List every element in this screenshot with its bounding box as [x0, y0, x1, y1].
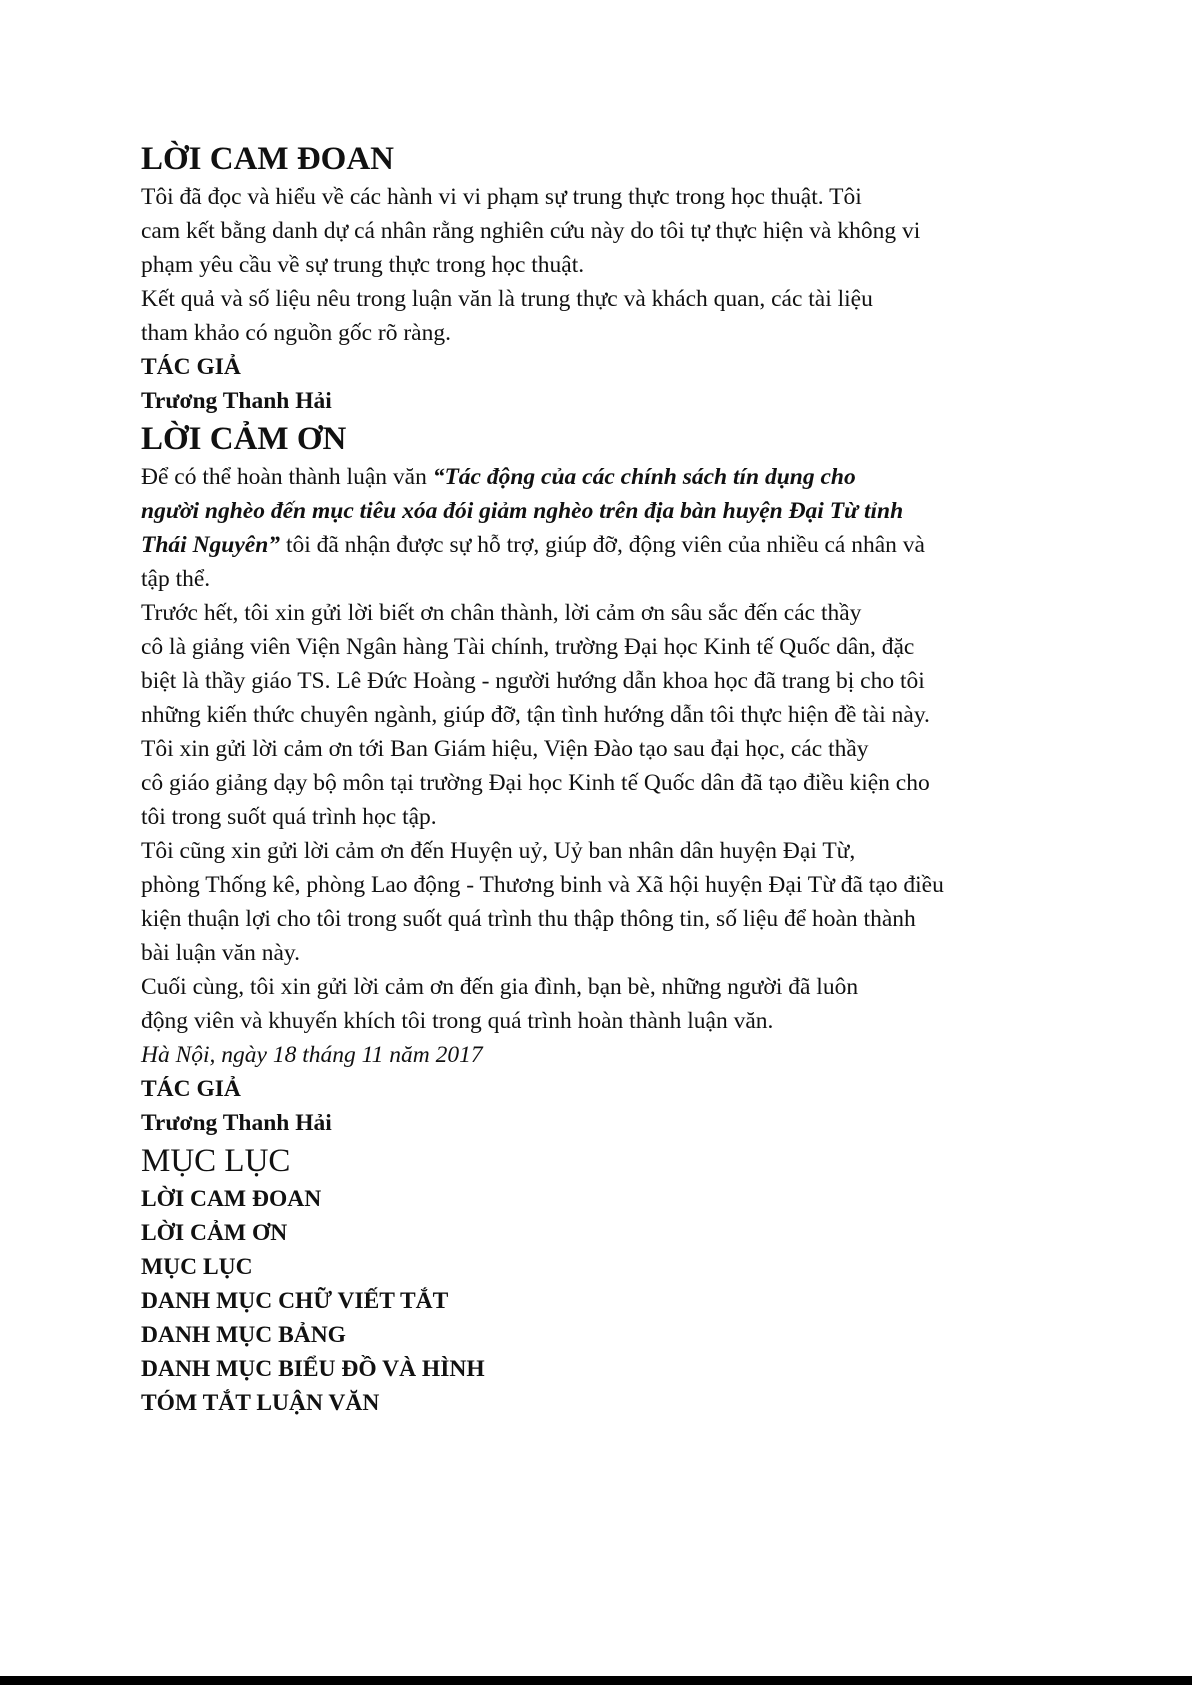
acknowledgement-line: động viên và khuyến khích tôi trong quá trình hoàn thành luận văn. [141, 1008, 774, 1034]
acknowledgement-line: cô giáo giảng dạy bộ môn tại trường Đại học Kinh tế Quốc dân đã tạo điều kiện cho [141, 770, 930, 796]
intro-plain-text: tôi đã nhận được sự hỗ trợ, giúp đỡ, động viên của nhiều cá nhân và [280, 532, 925, 558]
acknowledgement-line: tôi trong suốt quá trình học tập. [141, 804, 437, 830]
acknowledgement-line: Cuối cùng, tôi xin gửi lời cảm ơn đến gia đình, bạn bè, những người đã luôn [141, 974, 859, 1000]
toc-item: LỜI CẢM ƠN [141, 1220, 288, 1246]
acknowledgement-line: Trước hết, tôi xin gửi lời biết ơn chân thành, lời cảm ơn sâu sắc đến các thầy [141, 600, 862, 626]
toc-item: MỤC LỤC [141, 1254, 253, 1280]
thesis-title-text: người nghèo đến mục tiêu xóa đói giảm nghèo trên địa bàn huyện Đại Từ tỉnh [141, 498, 904, 524]
acknowledgement-line: biệt là thầy giáo TS. Lê Đức Hoàng - người hướng dẫn khoa học đã trang bị cho tôi [141, 668, 925, 694]
acknowledgement-heading: LỜI CẢM ƠN [141, 421, 347, 457]
declaration-line: phạm yêu cầu về sự trung thực trong học thuật. [141, 252, 585, 278]
acknowledgement-line: bài luận văn này. [141, 940, 301, 966]
acknowledgement-line: những kiến thức chuyên ngành, giúp đỡ, tận tình hướng dẫn tôi thực hiện đề tài này. [141, 702, 930, 728]
thesis-title-text: Thái Nguyên” [141, 532, 281, 558]
acknowledgement-line: cô là giảng viên Viện Ngân hàng Tài chính, trường Đại học Kinh tế Quốc dân, đặc [141, 634, 915, 660]
toc-heading: MỤC LỤC [141, 1143, 291, 1179]
declaration-line: Kết quả và số liệu nêu trong luận văn là trung thực và khách quan, các tài liệu [141, 286, 873, 312]
toc-item: TÓM TẮT LUẬN VĂN [141, 1390, 380, 1416]
acknowledgement-intro-line: tập thể. [141, 566, 211, 592]
intro-plain-text: Để có thể hoàn thành luận văn [141, 464, 433, 490]
acknowledgement-date: Hà Nội, ngày 18 tháng 11 năm 2017 [141, 1042, 483, 1068]
declaration-line: tham khảo có nguồn gốc rõ ràng. [141, 320, 451, 346]
declaration-line: Tôi đã đọc và hiểu về các hành vi vi phạm sự trung thực trong học thuật. Tôi [141, 184, 862, 210]
acknowledgement-line: Tôi cũng xin gửi lời cảm ơn đến Huyện uỷ, Uỷ ban nhân dân huyện Đại Từ, [141, 838, 856, 864]
document-page [141, 138, 1021, 1420]
acknowledgement-intro-line [141, 528, 1021, 562]
toc-item: DANH MỤC BIỂU ĐỒ VÀ HÌNH [141, 1356, 485, 1382]
acknowledgement-author-label: TÁC GIẢ [141, 1076, 241, 1102]
acknowledgement-line: phòng Thống kê, phòng Lao động - Thương binh và Xã hội huyện Đại Từ đã tạo điều [141, 872, 944, 898]
declaration-author-label: TÁC GIẢ [141, 354, 241, 380]
thesis-title-text: “Tác động của các chính sách tín dụng cho [432, 464, 856, 490]
acknowledgement-author-name: Trương Thanh Hải [141, 1110, 332, 1136]
acknowledgement-intro-line [141, 460, 1021, 494]
toc-item: DANH MỤC BẢNG [141, 1322, 346, 1348]
acknowledgement-line: kiện thuận lợi cho tôi trong suốt quá trình thu thập thông tin, số liệu để hoàn thành [141, 906, 916, 932]
declaration-author-name: Trương Thanh Hải [141, 388, 332, 414]
declaration-heading: LỜI CAM ĐOAN [141, 141, 394, 177]
toc-item: DANH MỤC CHỮ VIẾT TẮT [141, 1288, 449, 1314]
declaration-line: cam kết bằng danh dự cá nhân rằng nghiên cứu này do tôi tự thực hiện và không vi [141, 218, 921, 244]
toc-item: LỜI CAM ĐOAN [141, 1186, 322, 1212]
acknowledgement-line: Tôi xin gửi lời cảm ơn tới Ban Giám hiệu, Viện Đào tạo sau đại học, các thầy [141, 736, 869, 762]
page-bottom-border [0, 1676, 1192, 1685]
